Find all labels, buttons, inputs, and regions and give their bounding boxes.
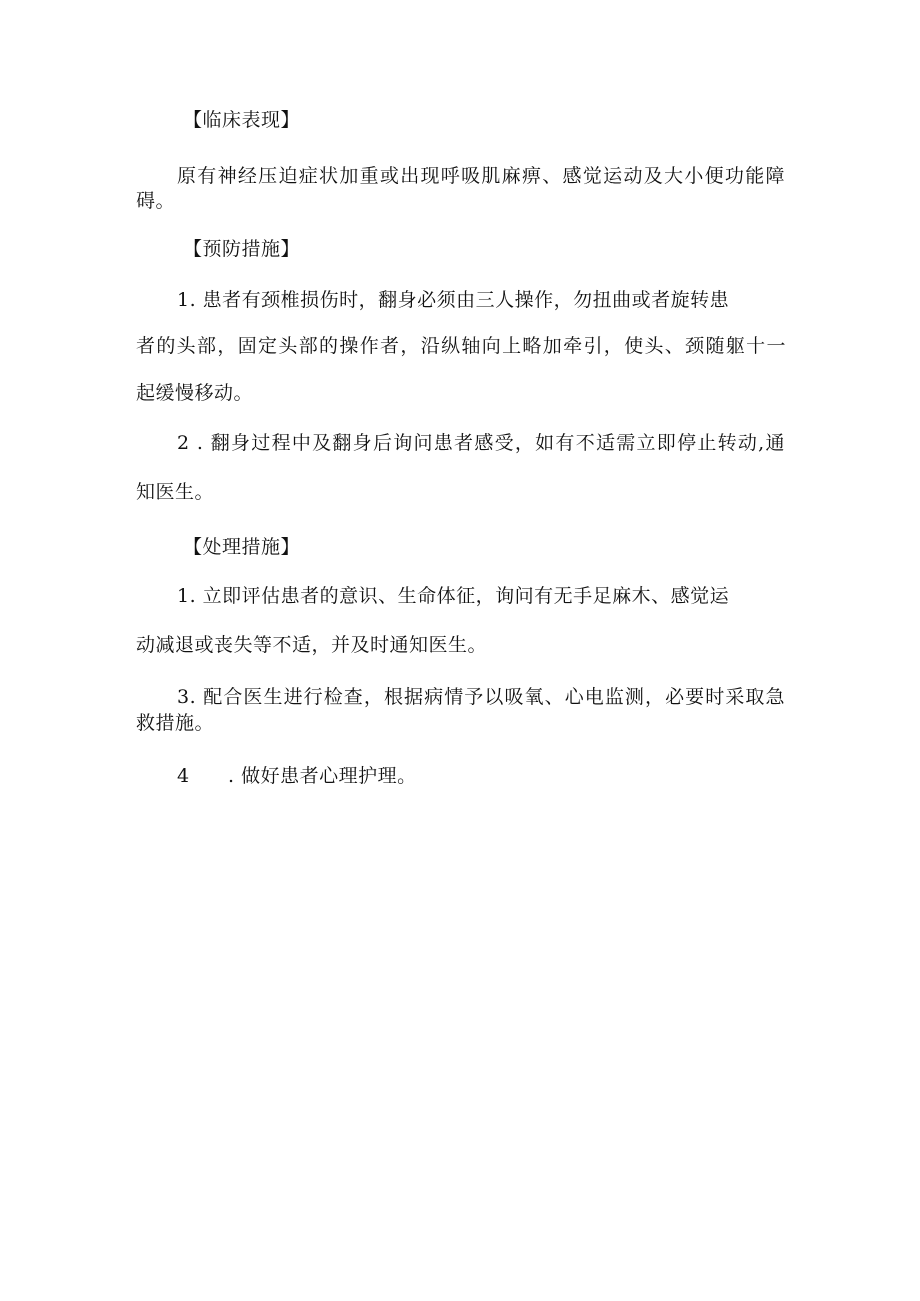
heading-prevention: 【预防措施】 <box>183 238 301 260</box>
prevention-item-2-line-2: 知医生。 <box>136 481 215 503</box>
prevention-item-1-line-2: 者的头部，固定头部的操作者，沿纵轴向上略加牵引，使头、颈随躯十一 <box>136 335 786 357</box>
treatment-item-1-line-1: 1. 立即评估患者的意识、生命体征，询问有无手足麻木、感觉运 <box>177 585 730 607</box>
prevention-item-1-line-3: 起缓慢移动。 <box>136 382 254 404</box>
treatment-item-4-number: 4 <box>177 765 190 787</box>
treatment-item-1-line-2: 动减退或丧失等不适，并及时通知医生。 <box>136 634 488 656</box>
clinical-paragraph-line-2: 碍。 <box>136 190 176 212</box>
treatment-item-3-line-1: 3. 配合医生进行检查，根据病情予以吸氧、心电监测，必要时采取急 <box>177 686 785 708</box>
heading-treatment: 【处理措施】 <box>183 536 301 558</box>
prevention-item-2-line-1: 2 . 翻身过程中及翻身后询问患者感受，如有不适需立即停止转动,通 <box>177 432 785 454</box>
prevention-item-1-line-1: 1. 患者有颈椎损伤时，翻身必须由三人操作，勿扭曲或者旋转患 <box>177 289 730 311</box>
treatment-item-3-line-2: 救措施。 <box>136 712 215 734</box>
treatment-item-4-text: . 做好患者心理护理。 <box>228 765 417 787</box>
clinical-paragraph-line-1: 原有神经压迫症状加重或出现呼吸肌麻痹、感觉运动及大小便功能障 <box>177 165 785 187</box>
heading-clinical: 【临床表现】 <box>183 109 301 131</box>
